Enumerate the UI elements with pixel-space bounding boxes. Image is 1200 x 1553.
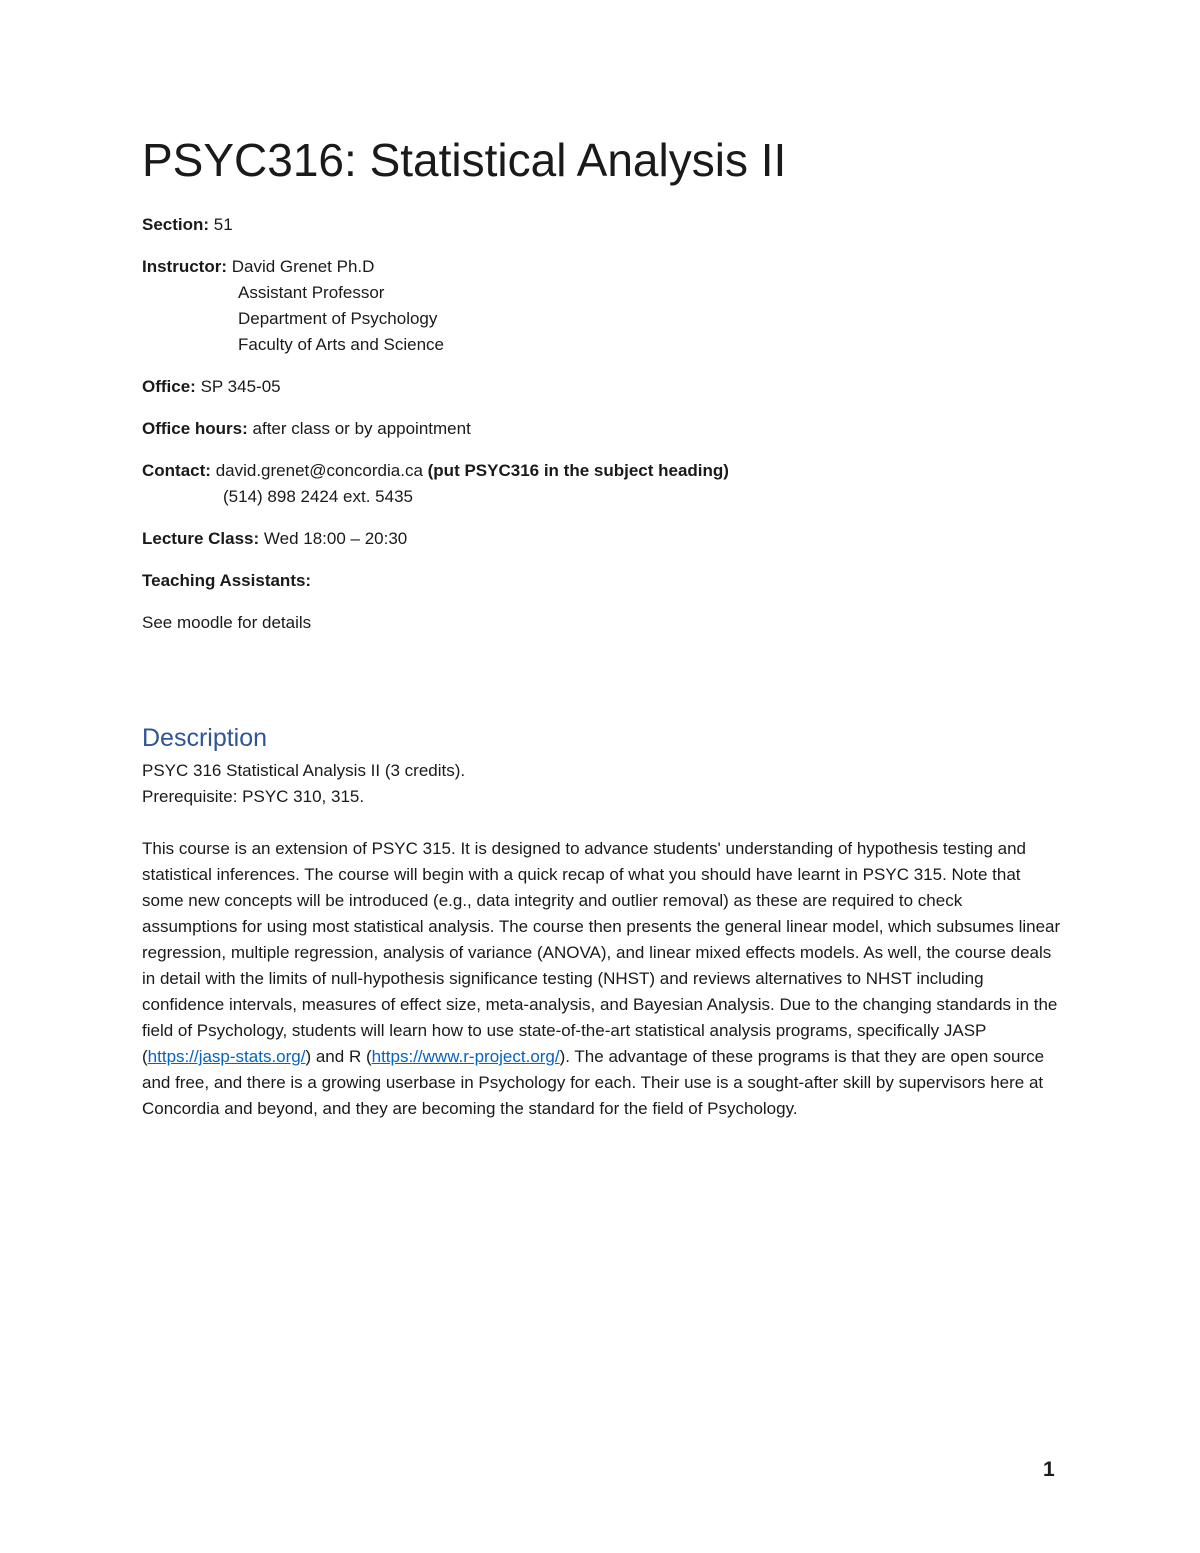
- r-project-link[interactable]: https://www.r-project.org/: [371, 1047, 560, 1066]
- instructor-faculty: Faculty of Arts and Science: [238, 335, 444, 354]
- ta-field: [142, 568, 1062, 594]
- office-value: SP 345-05: [200, 377, 281, 396]
- contact-email-note: (put PSYC316 in the subject heading): [427, 461, 729, 480]
- office-hours-label: Office hours:: [142, 419, 248, 438]
- section-value: 51: [213, 215, 233, 234]
- contact-phone: (514) 898 2424 ext. 5435: [223, 487, 413, 506]
- office-hours-value: after class or by appointment: [252, 419, 471, 438]
- instructor-department: Department of Psychology: [238, 309, 438, 328]
- page-title: PSYC316: Statistical Analysis II: [142, 134, 787, 186]
- course-line: PSYC 316 Statistical Analysis II (3 credits).: [142, 761, 466, 780]
- section-field: [142, 212, 1062, 238]
- instructor-field: [142, 254, 1062, 358]
- office-field: [142, 374, 1062, 400]
- description-text-2: ) and R (: [305, 1047, 372, 1066]
- page-number: 1: [1043, 1458, 1055, 1481]
- ta-note: See moodle for details: [142, 613, 312, 632]
- page-content: [142, 130, 1062, 1122]
- description-heading: Description: [142, 724, 268, 752]
- section-label: Section:: [142, 215, 210, 234]
- office-label: Office:: [142, 377, 196, 396]
- jasp-link[interactable]: https://jasp-stats.org/: [147, 1047, 306, 1066]
- description-text-3: ). The advantage of these programs is that they are open source and free, and there is a growing userbase in Psychology for each. Their use is a sought-after skill by supervisors here at Concordia and beyond, and they are becoming the standard for the field of Psychology.: [142, 1047, 1045, 1118]
- instructor-label: Instructor:: [142, 257, 227, 276]
- description-paragraph: [142, 836, 1062, 1122]
- prerequisite-line: Prerequisite: PSYC 310, 315.: [142, 787, 365, 806]
- office-hours-field: [142, 416, 1062, 442]
- instructor-details: [142, 280, 1062, 358]
- lecture-value: Wed 18:00 – 20:30: [263, 529, 408, 548]
- description-text-1: This course is an extension of PSYC 315. It is designed to advance students' understanding of hypothesis testing and statistical inferences. The course will begin with a quick recap of what you should have learnt in PSYC 315. Note that some new concepts will be introduced (e.g., data integrity and outlier removal) as these are required to check assumptions for using most statistical analysis. The course then presents the general linear model, which subsumes linear regression, multiple regression, analysis of variance (ANOVA), and linear mixed effects models. As well, the course deals in detail with the limits of null-hypothesis significance testing (NHST) and reviews alternatives to NHST including confidence intervals, measures of effect size, meta-analysis, and Bayesian Analysis. Due to the changing standards in the field of Psychology, students will learn how to use state-of-the-art statistical analysis programs, specifically JASP (: [142, 839, 1061, 1066]
- contact-email[interactable]: david.grenet@concordia.ca: [215, 461, 423, 480]
- contact-label: Contact:: [142, 461, 211, 480]
- lecture-field: [142, 526, 1062, 552]
- ta-label: Teaching Assistants:: [142, 571, 312, 590]
- instructor-title: Assistant Professor: [238, 283, 385, 302]
- contact-field: [142, 458, 1062, 510]
- instructor-name: David Grenet Ph.D: [231, 257, 375, 276]
- lecture-label: Lecture Class:: [142, 529, 260, 548]
